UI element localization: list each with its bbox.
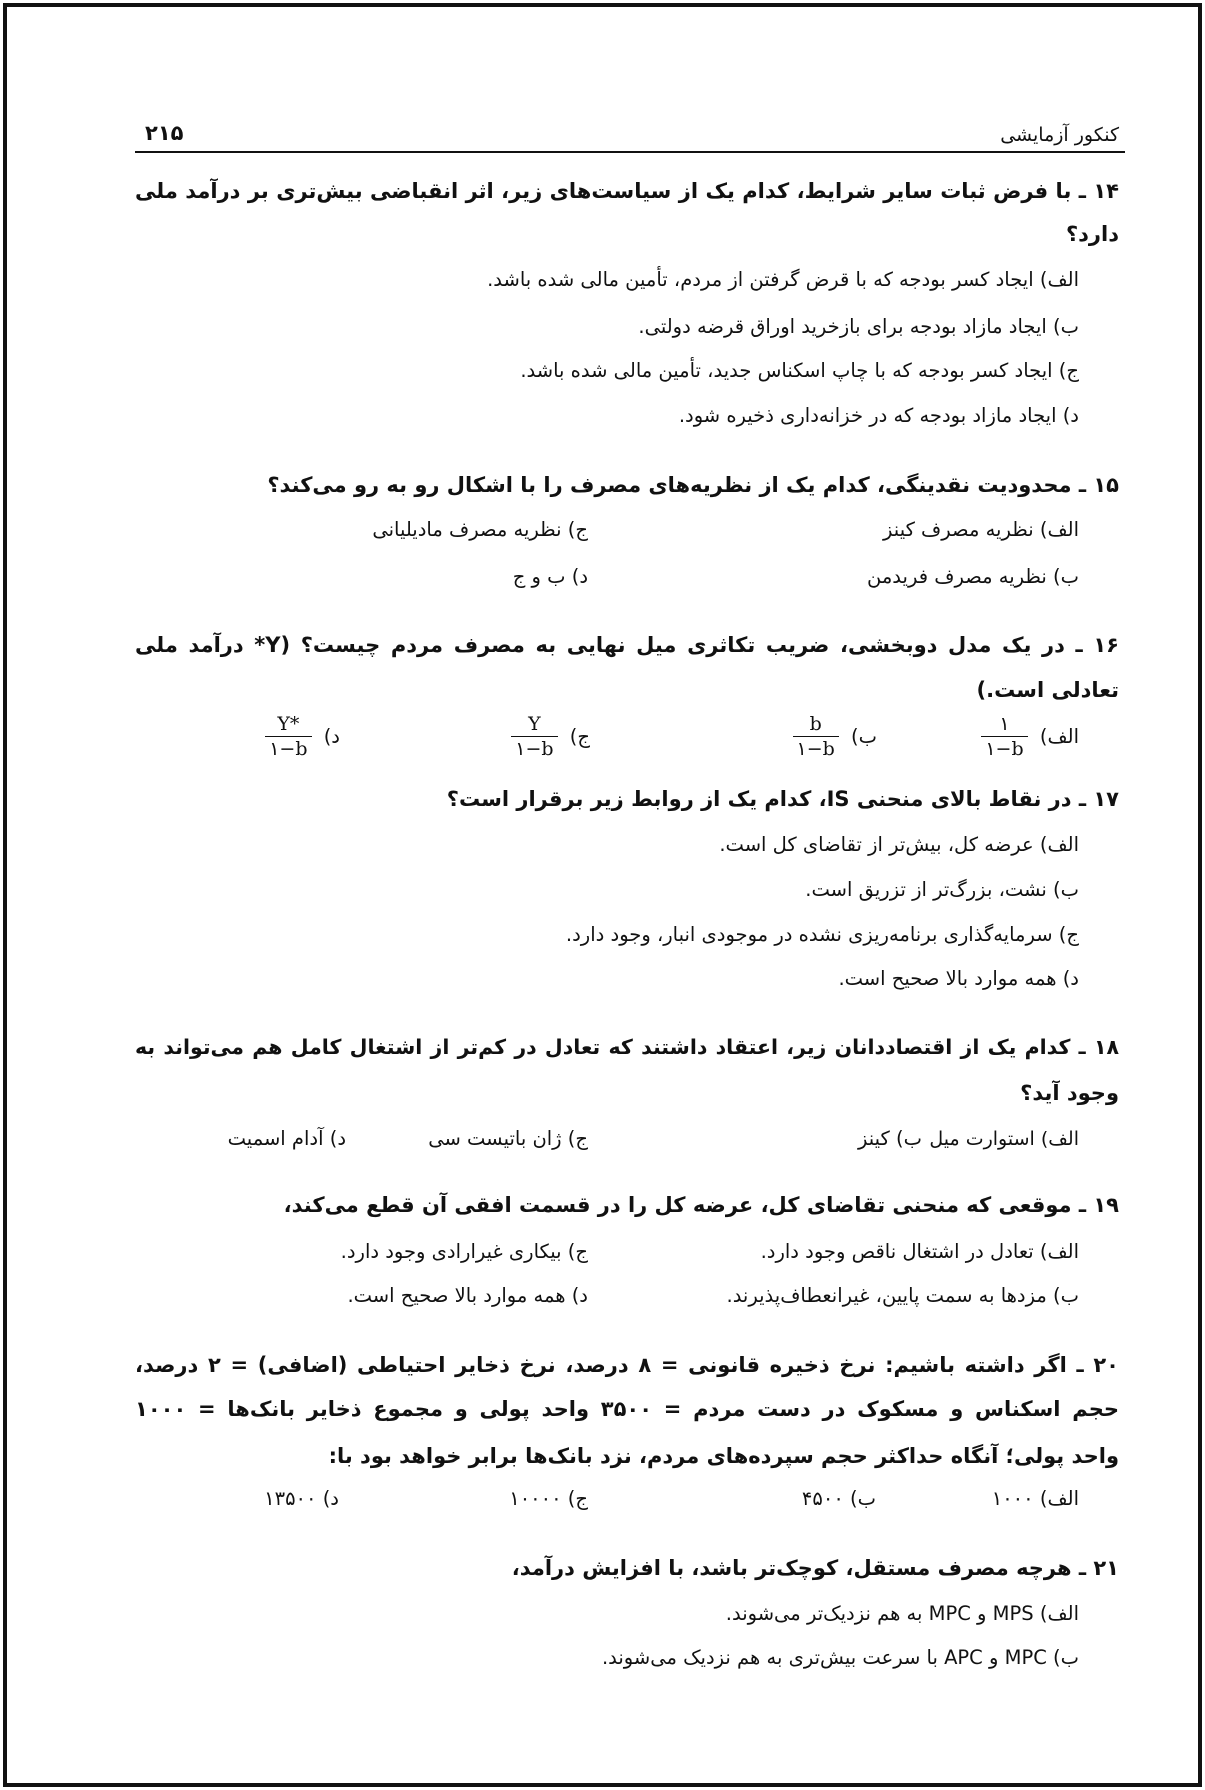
fraction-numerator: b bbox=[809, 713, 822, 735]
q15-option-d: د) ب و ج bbox=[512, 565, 588, 588]
option-label: الف) bbox=[1039, 724, 1079, 748]
q14-option-c: ج) ایجاد کسر بودجه که با چاپ اسکناس جدید، تأمین مالی شده باشد. bbox=[520, 359, 1079, 382]
q18-stem-line-2: وجود آید؟ bbox=[1020, 1081, 1119, 1105]
q17-option-c: ج) سرمایه‌گذاری برنامه‌ریزی نشده در موجودی انبار، وجود دارد. bbox=[565, 923, 1079, 946]
fraction-denominator: ۱−b bbox=[981, 736, 1027, 761]
q21-option-a: الف) MPS و MPC به هم نزدیک‌تر می‌شوند. bbox=[725, 1602, 1079, 1625]
q16-option-c bbox=[390, 706, 590, 766]
q18-option-d: د) آدام اسمیت bbox=[227, 1127, 346, 1150]
fraction-denominator: ۱−b bbox=[265, 736, 311, 761]
q17-option-d: د) همه موارد بالا صحیح است. bbox=[838, 967, 1079, 990]
q19-stem-line-1: ۱۹ ـ موقعی که منحنی تقاضای کل، عرضه کل را در قسمت افقی آن قطع می‌کند، bbox=[283, 1193, 1119, 1217]
option-label: ب) bbox=[851, 724, 877, 748]
fraction bbox=[981, 712, 1027, 761]
q20-option-a: الف) ۱۰۰۰ bbox=[991, 1487, 1079, 1510]
q21-option-b: ب) MPC و APC با سرعت بیش‌تری به هم نزدیک می‌شوند. bbox=[601, 1646, 1079, 1669]
running-title: کنکور آزمایشی bbox=[1000, 124, 1119, 146]
q18-option-a: الف) استوارت میل bbox=[929, 1128, 1079, 1150]
option-label: ج) bbox=[569, 724, 590, 748]
q18-option-b: ب) کینز bbox=[858, 1127, 922, 1150]
fraction bbox=[265, 712, 311, 761]
q20-option-b: ب) ۴۵۰۰ bbox=[801, 1487, 876, 1510]
fraction-numerator: Y bbox=[528, 713, 541, 735]
q18-option-c: ج) ژان باتیست سی bbox=[428, 1127, 588, 1150]
q21-stem-line-1: ۲۱ ـ هرچه مصرف مستقل، کوچک‌تر باشد، با افزایش درآمد، bbox=[511, 1556, 1119, 1580]
q16-option-b bbox=[677, 706, 877, 766]
q14-option-b: ب) ایجاد مازاد بودجه برای بازخرید اوراق قرضه دولتی. bbox=[638, 315, 1079, 338]
option-label: د) bbox=[323, 724, 340, 748]
q16-stem-line-2: تعادلی است.) bbox=[976, 678, 1119, 702]
q14-option-d: د) ایجاد مازاد بودجه که در خزانه‌داری ذخیره شود. bbox=[678, 404, 1079, 427]
q15-stem-line-1: ۱۵ ـ محدودیت نقدینگی، کدام یک از نظریه‌های مصرف را با اشکال رو به رو می‌کند؟ bbox=[267, 473, 1119, 497]
header-rule bbox=[135, 151, 1125, 153]
q16-stem-line-1: ۱۶ ـ در یک مدل دوبخشی، ضریب تکاثری میل نهایی به مصرف مردم چیست؟ (Y* درآمد ملی bbox=[135, 633, 1119, 657]
fraction bbox=[511, 712, 557, 761]
q19-option-b: ب) مزدها به سمت پایین، غیرانعطاف‌پذیرند. bbox=[726, 1284, 1079, 1307]
q14-stem-line-1: ۱۴ ـ با فرض ثبات سایر شرایط، کدام یک از سیاست‌های زیر، اثر انقباضی بیش‌تری بر درآمد ملی bbox=[135, 179, 1119, 203]
fraction-denominator: ۱−b bbox=[793, 736, 839, 761]
q19-option-c: ج) بیکاری غیرارادی وجود دارد. bbox=[340, 1240, 588, 1263]
q17-option-a: الف) عرضه کل، بیش‌تر از تقاضای کل است. bbox=[719, 833, 1079, 856]
q14-option-a: الف) ایجاد کسر بودجه که با قرض گرفتن از مردم، تأمین مالی شده باشد. bbox=[487, 268, 1079, 291]
q20-stem-line-1: ۲۰ ـ اگر داشته باشیم: نرخ ذخیره قانونی = ۸ درصد، نرخ ذخایر احتیاطی (اضافی) = ۲ درصد، bbox=[135, 1353, 1119, 1377]
q16-option-a bbox=[879, 706, 1079, 766]
page-number: ۲۱۵ bbox=[145, 121, 184, 145]
q15-option-b: ب) نظریه مصرف فریدمن bbox=[867, 565, 1079, 588]
q20-stem-line-3: واحد پولی؛ آنگاه حداکثر حجم سپرده‌های مردم، نزد بانک‌ها برابر خواهد بود با: bbox=[328, 1444, 1119, 1468]
fraction-denominator: ۱−b bbox=[511, 736, 557, 761]
q20-stem-line-2: حجم اسکناس و مسکوک در دست مردم = ۳۵۰۰ واحد پولی و مجموع ذخایر بانک‌ها = ۱۰۰۰ bbox=[135, 1397, 1119, 1421]
q18-stem-line-1: ۱۸ ـ کدام یک از اقتصاددانان زیر، اعتقاد داشتند که تعادل در کم‌تر از اشتغال کامل هم می‌تواند به bbox=[135, 1035, 1119, 1059]
fraction-numerator: ۱ bbox=[999, 713, 1010, 735]
q14-stem-line-2: دارد؟ bbox=[1065, 222, 1119, 246]
q20-option-d: د) ۱۳۵۰۰ bbox=[264, 1487, 339, 1510]
q17-stem-line-1: ۱۷ ـ در نقاط بالای منحنی IS، کدام یک از روابط زیر برقرار است؟ bbox=[446, 787, 1119, 811]
fraction bbox=[793, 712, 839, 761]
q20-option-c: ج) ۱۰۰۰۰ bbox=[509, 1487, 588, 1510]
q15-option-c: ج) نظریه مصرف مادیلیانی bbox=[372, 518, 588, 541]
q16-option-d bbox=[140, 706, 340, 766]
q19-option-a: الف) تعادل در اشتغال ناقص وجود دارد. bbox=[760, 1240, 1079, 1263]
q17-option-b: ب) نشت، بزرگ‌تر از تزریق است. bbox=[805, 878, 1079, 901]
q15-option-a: الف) نظریه مصرف کینز bbox=[883, 518, 1079, 541]
fraction-numerator: Y* bbox=[277, 713, 300, 735]
q19-option-d: د) همه موارد بالا صحیح است. bbox=[347, 1284, 588, 1307]
